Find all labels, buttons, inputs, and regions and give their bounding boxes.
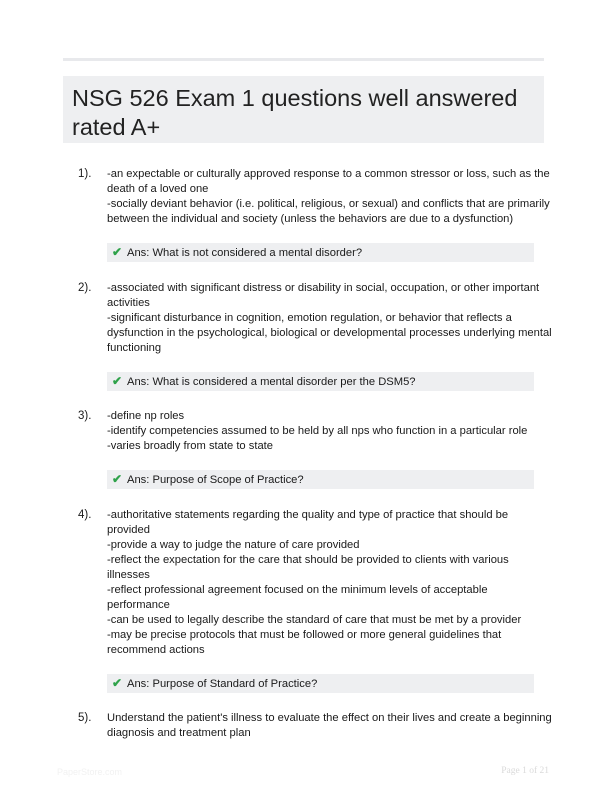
question-line: -significant disturbance in cognition, emotion regulation, or behavior that reflects a <box>107 312 512 324</box>
question-line: -define np roles <box>107 410 185 422</box>
answer-text: Ans: Purpose of Scope of Practice? <box>127 474 304 486</box>
question-line: between the individual and society (unless the behaviors are due to a dysfunction) <box>107 213 514 225</box>
question-item-1 <box>78 167 550 262</box>
question-line: illnesses <box>107 569 150 581</box>
question-number: 5). <box>78 712 92 724</box>
title-box <box>63 76 544 143</box>
question-line: -reflect the expectation for the care that should be provided to clients with various <box>107 554 509 566</box>
question-item-5 <box>78 711 552 741</box>
document-title: NSG 526 Exam 1 questions well answered rated A+ <box>72 85 518 140</box>
page-number: Page 1 of 21 <box>501 766 549 776</box>
question-number: 2). <box>78 282 92 294</box>
answer-text: Ans: Purpose of Standard of Practice? <box>127 678 318 690</box>
question-line: -may be precise protocols that must be followed or more general guidelines that <box>107 629 502 641</box>
question-text <box>107 508 538 658</box>
question-item-4 <box>78 508 538 693</box>
top-divider <box>63 58 544 61</box>
question-line: -varies broadly from state to state <box>107 440 274 452</box>
answer-text: Ans: What is not considered a mental disorder? <box>127 247 363 259</box>
check-icon: ✔ <box>112 245 123 259</box>
footer-watermark: PaperStore.com <box>57 767 123 777</box>
answer-box <box>107 674 534 693</box>
check-icon: ✔ <box>112 472 123 486</box>
question-number: 4). <box>78 509 92 521</box>
answer-text: Ans: What is considered a mental disorder per the DSM5? <box>127 376 416 388</box>
question-line: provided <box>107 524 150 536</box>
question-line: -socially deviant behavior (i.e. political, religious, or sexual) and conflicts that are primarily <box>107 198 550 210</box>
question-number: 1). <box>78 168 92 180</box>
answer-box <box>107 372 534 391</box>
question-line: -authoritative statements regarding the quality and type of practice that should be <box>107 509 509 521</box>
question-line: -associated with significant distress or disability in social, occupation, or other important <box>107 282 540 294</box>
question-line: death of a loved one <box>107 183 209 195</box>
question-line: performance <box>107 599 170 611</box>
question-text <box>107 167 550 227</box>
question-item-2 <box>78 281 552 391</box>
question-line: recommend actions <box>107 644 205 656</box>
question-line: -reflect professional agreement focused on the minimum levels of acceptable <box>107 584 488 596</box>
question-item-3 <box>78 409 538 489</box>
question-line: activities <box>107 297 150 309</box>
question-text <box>107 281 552 356</box>
check-icon: ✔ <box>112 676 123 690</box>
question-line: dysfunction in the psychological, biological or developmental processes underlying mental <box>107 327 552 339</box>
check-icon: ✔ <box>112 374 123 388</box>
answer-box <box>107 243 534 262</box>
question-number: 3). <box>78 410 92 422</box>
answer-box <box>107 470 534 489</box>
question-text <box>107 711 552 741</box>
question-line: Understand the patient's illness to evaluate the effect on their lives and create a beginning <box>107 712 552 724</box>
question-line: -provide a way to judge the nature of care provided <box>107 539 360 551</box>
question-line: -an expectable or culturally approved response to a common stressor or loss, such as the <box>107 168 550 180</box>
question-text <box>107 409 538 454</box>
question-line: -can be used to legally describe the standard of care that must be met by a provider <box>107 614 522 626</box>
question-line: -identify competencies assumed to be held by all nps who function in a particular role <box>107 425 528 437</box>
question-line: functioning <box>107 342 162 354</box>
question-line: diagnosis and treatment plan <box>107 727 251 739</box>
